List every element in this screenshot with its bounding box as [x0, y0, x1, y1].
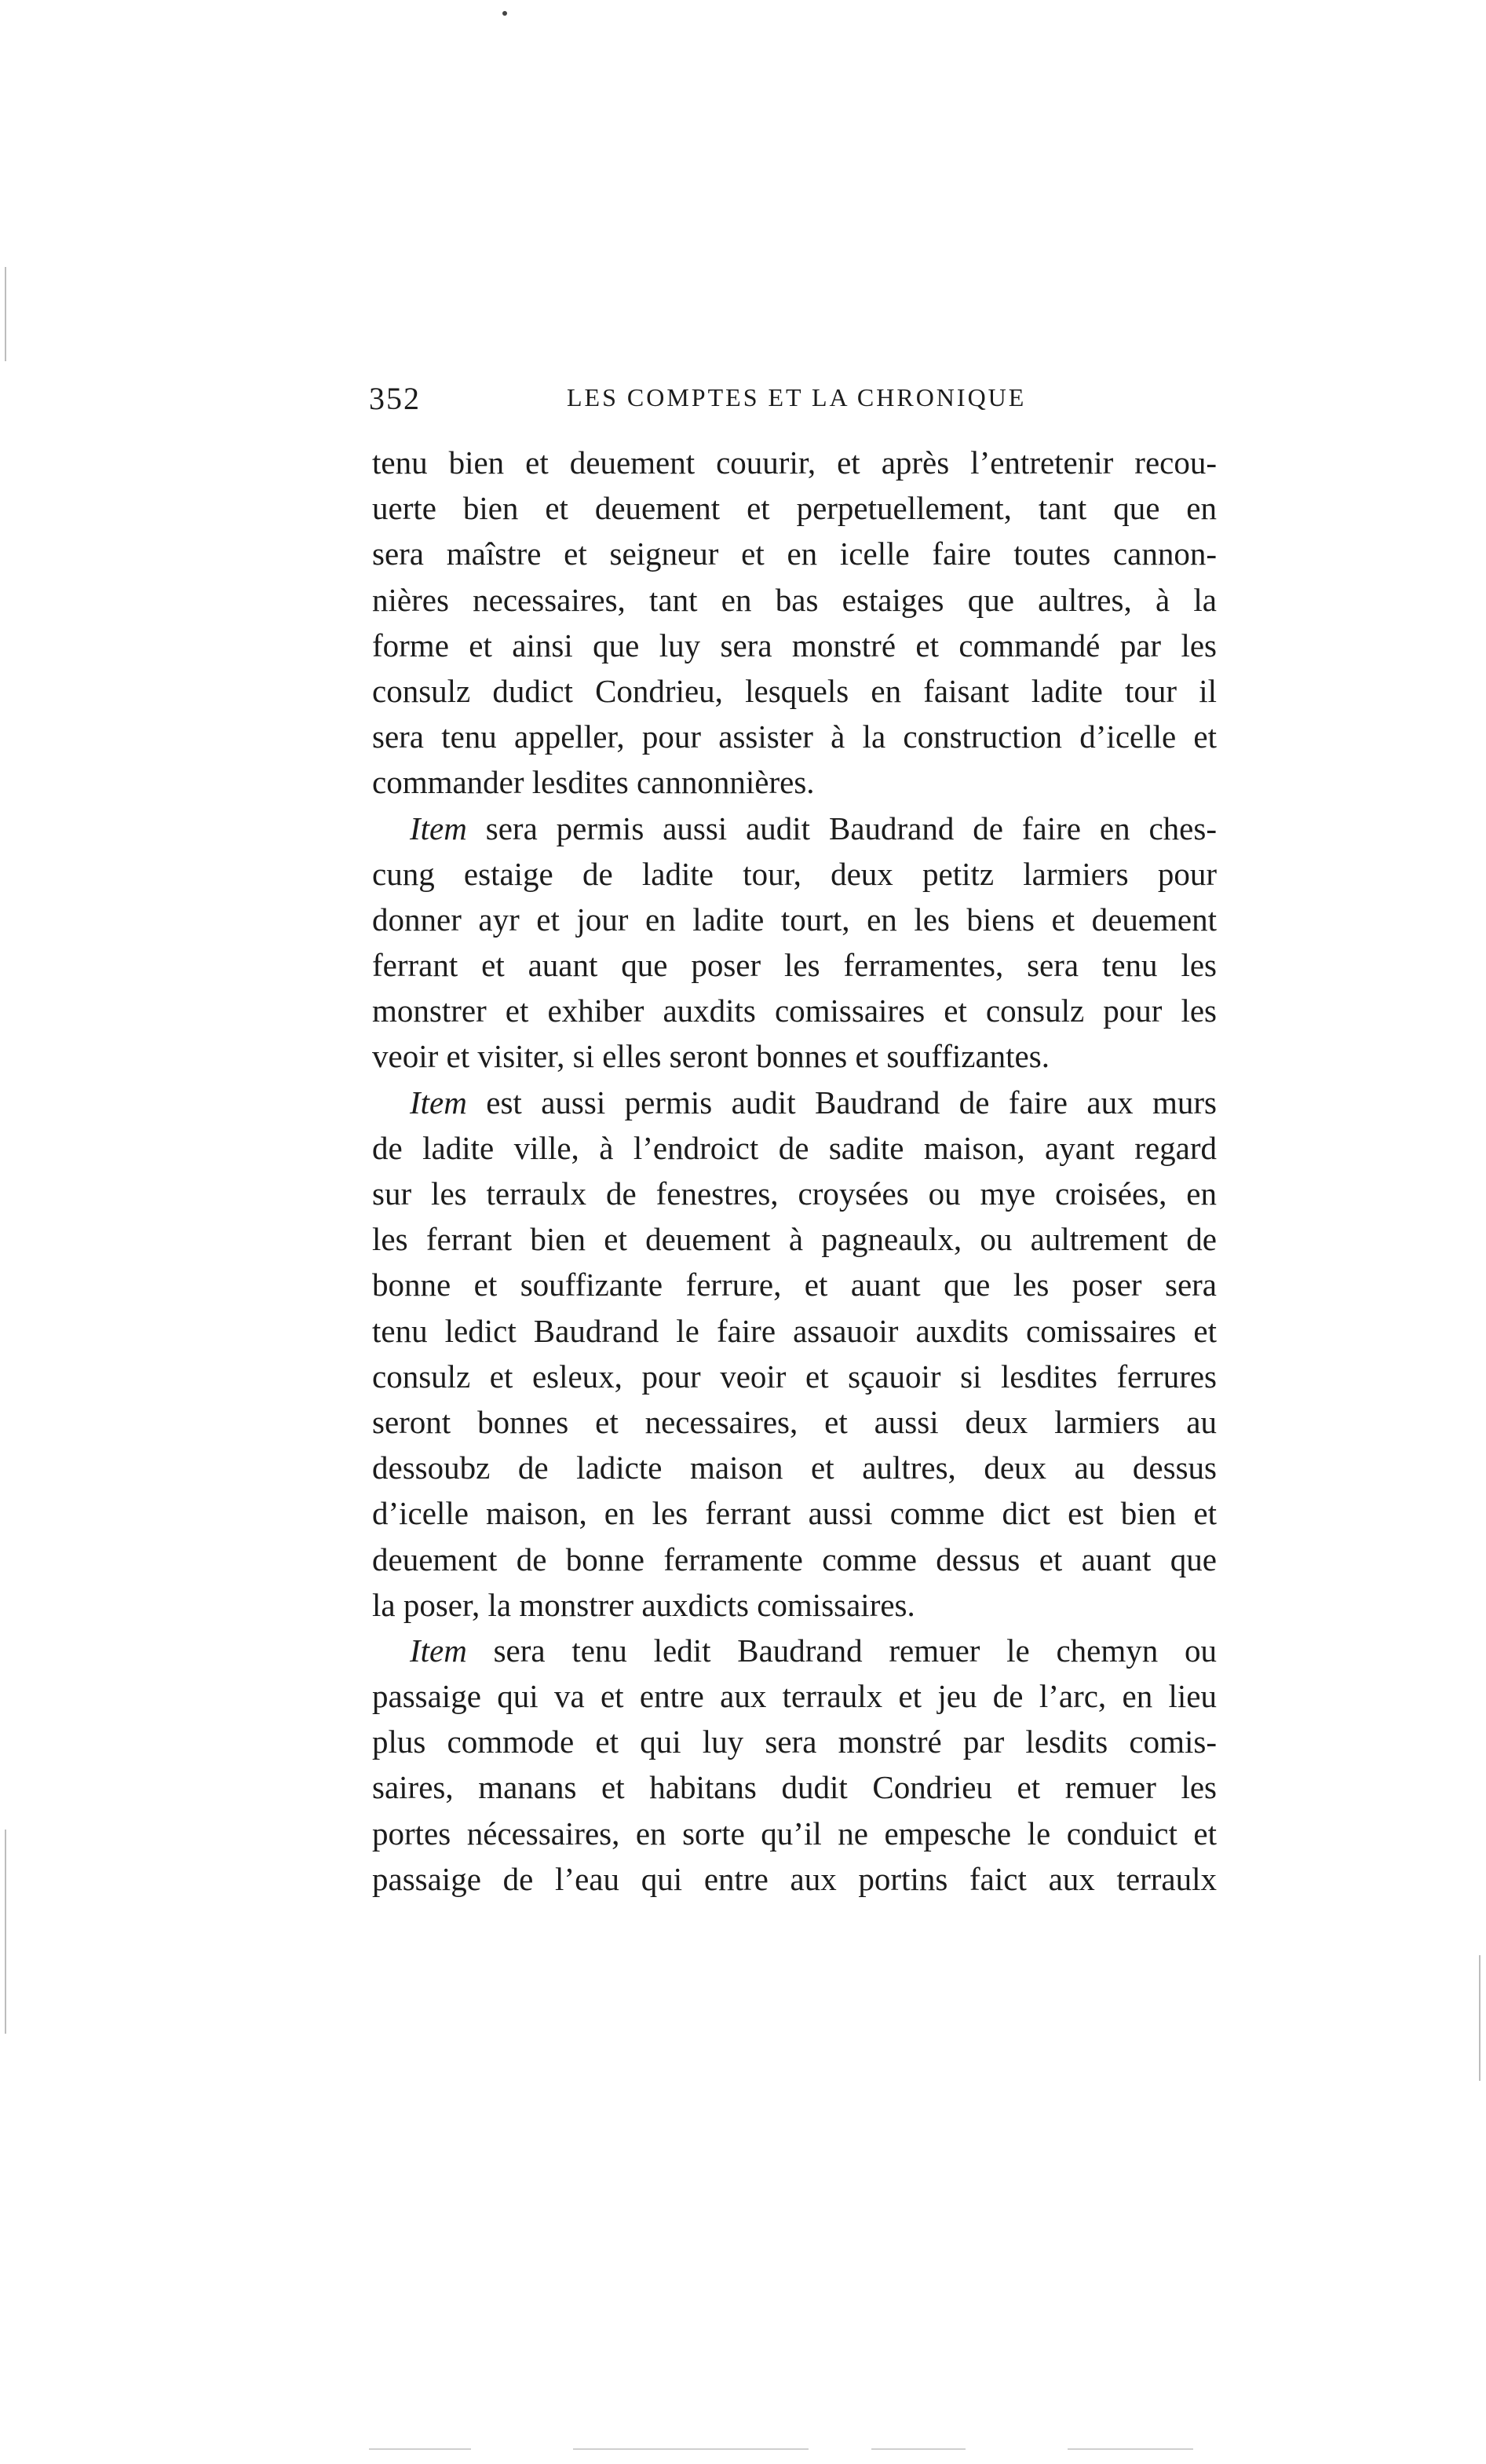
- text-line: de ladite ville, à l’endroict de sadite maison, ayant regard: [372, 1129, 1217, 1166]
- running-head: [369, 380, 1217, 419]
- line-text: sera tenu ledit Baudrand remuer le chemyn ou: [466, 1632, 1217, 1669]
- text-line: ferrant et auant que poser les ferramentes, sera tenu les: [372, 947, 1217, 984]
- text-line: dessoubz de ladicte maison et aultres, deux au dessus: [372, 1450, 1217, 1486]
- text-line: monstrer et exhiber auxdits comissaires et consulz pour les: [372, 993, 1217, 1029]
- paragraph-4: [372, 1628, 1217, 1902]
- scan-edge-mark: [1479, 1955, 1481, 2081]
- text-line: consulz dudict Condrieu, lesquels en faisant ladite tour il: [372, 672, 1217, 709]
- text-line: uerte bien et deuement et perpetuellement, tant que en: [372, 490, 1217, 527]
- scan-edge-rule: [573, 2448, 809, 2450]
- text-line: bonne et souffizante ferrure, et auant que les poser sera: [372, 1267, 1217, 1303]
- scan-edge-mark: [5, 267, 6, 361]
- paragraph-3: [372, 1080, 1217, 1628]
- text-line: [372, 806, 1217, 851]
- text-line: tenu ledict Baudrand le faire assauoir auxdits comissaires et: [372, 1312, 1217, 1349]
- item-label: Item: [410, 810, 467, 846]
- text-line: veoir et visiter, si elles seront bonnes et souffizantes.: [372, 1038, 1050, 1075]
- page-number: 352: [369, 381, 421, 416]
- text-line: consulz et esleux, pour veoir et sçauoir si lesdites ferrures: [372, 1358, 1217, 1395]
- body-text: [372, 440, 1217, 1902]
- text-line: commander lesdites cannonnières.: [372, 764, 815, 801]
- line-text: sera permis aussi audit Baudrand de faire en ches-: [466, 810, 1217, 846]
- paragraph-1: [372, 440, 1217, 806]
- text-line: [372, 1628, 1217, 1673]
- text-line: portes nécessaires, en sorte qu’il ne empesche le conduict et: [372, 1815, 1217, 1852]
- text-line: plus commode et qui luy sera monstré par lesdits comis-: [372, 1724, 1217, 1760]
- line-text: est aussi permis audit Baudrand de faire aux murs: [466, 1084, 1217, 1120]
- text-line: donner ayr et jour en ladite tourt, en les biens et deuement: [372, 901, 1217, 938]
- scan-edge-rule: [871, 2448, 966, 2450]
- text-line: [372, 1080, 1217, 1125]
- text-line: forme et ainsi que luy sera monstré et commandé par les: [372, 627, 1217, 664]
- text-line: d’icelle maison, en les ferrant aussi comme dict est bien et: [372, 1495, 1217, 1532]
- text-line: nières necessaires, tant en bas estaiges que aultres, à la: [372, 581, 1217, 618]
- text-line: passaige de l’eau qui entre aux portins faict aux terraulx: [372, 1860, 1217, 1897]
- scan-edge-mark: [5, 1830, 6, 2034]
- paragraph-2: [372, 806, 1217, 1080]
- text-line: passaige qui va et entre aux terraulx et jeu de l’arc, en lieu: [372, 1678, 1217, 1715]
- scan-edge-rule: [1068, 2448, 1193, 2450]
- text-line: sera maîstre et seigneur et en icelle faire toutes cannon-: [372, 536, 1217, 572]
- text-line: sur les terraulx de fenestres, croysées ou mye croisées, en: [372, 1175, 1217, 1212]
- item-label: Item: [410, 1084, 467, 1120]
- text-line: seront bonnes et necessaires, et aussi deux larmiers au: [372, 1403, 1217, 1440]
- text-line: sera tenu appeller, pour assister à la construction d’icelle et: [372, 718, 1217, 755]
- scan-edge-rule: [369, 2448, 471, 2450]
- text-line: saires, manans et habitans dudit Condrieu et remuer les: [372, 1769, 1217, 1806]
- running-title: LES COMPTES ET LA CHRONIQUE: [567, 383, 1027, 411]
- text-line: tenu bien et deuement couurir, et après l’entretenir recou-: [372, 444, 1217, 481]
- text-line: cung estaige de ladite tour, deux petitz larmiers pour: [372, 855, 1217, 892]
- text-line: la poser, la monstrer auxdicts comissaires.: [372, 1586, 915, 1623]
- text-line: deuement de bonne ferramente comme dessus et auant que: [372, 1541, 1217, 1577]
- item-label: Item: [410, 1632, 467, 1669]
- ink-speck: [502, 11, 507, 16]
- text-line: les ferrant bien et deuement à pagneaulx, ou aultrement de: [372, 1221, 1217, 1258]
